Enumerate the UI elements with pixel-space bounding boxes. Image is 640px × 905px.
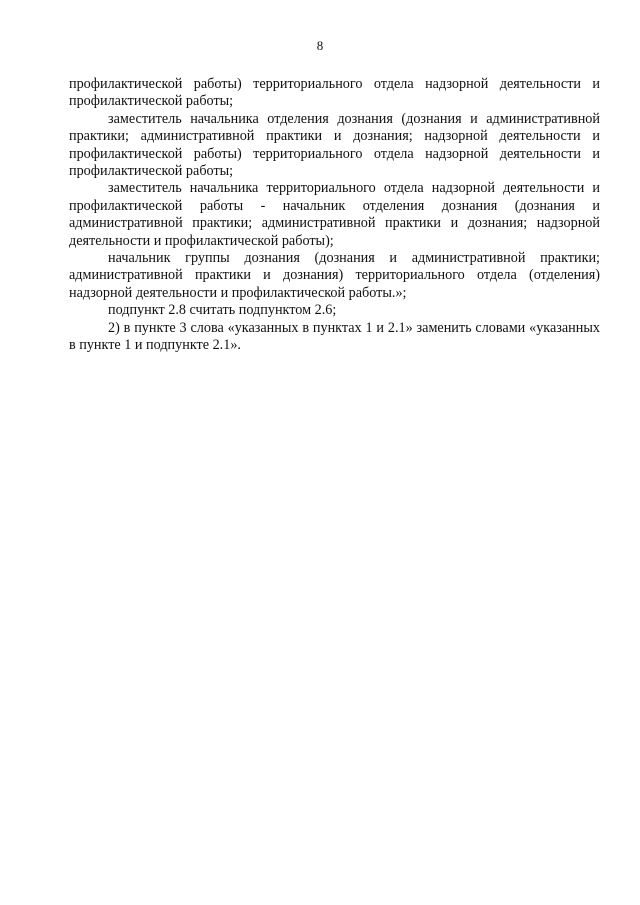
paragraph-continuation: профилактической работы) территориального отдела надзорной деятельности и профилактической работы;: [69, 76, 600, 110]
paragraph-head-inquiry-group: начальник группы дознания (дознания и административной практики; административной практики и дознания) территориального отдела (отделения) надзорной деятельности и профилактической работы.»;: [69, 250, 600, 301]
paragraph-subclause-renumbering: подпункт 2.8 считать подпунктом 2.6;: [108, 302, 337, 319]
page-number: 8: [316, 38, 324, 53]
paragraph-clause-3-amendment: 2) в пункте 3 слова «указанных в пунктах 1 и 2.1» заменить словами «указанных в пункте 1 и подпункте 2.1».: [69, 319, 600, 354]
paragraph-deputy-head-inquiry-division: заместитель начальника отделения дознания (дознания и административной практики; административной практики и дознания; надзорной деятельности и профилактической работы) территориального отдела надзорной деятельности и профилактической работы;: [69, 110, 600, 180]
document-body: [69, 76, 600, 355]
paragraph-deputy-head-territorial-department: заместитель начальника территориального отдела надзорной деятельности и профилактической работы - начальник отделения дознания (дознания и административной практики; административной практики и дознания; надзорной деятельности и профилактической работы);: [69, 180, 600, 249]
